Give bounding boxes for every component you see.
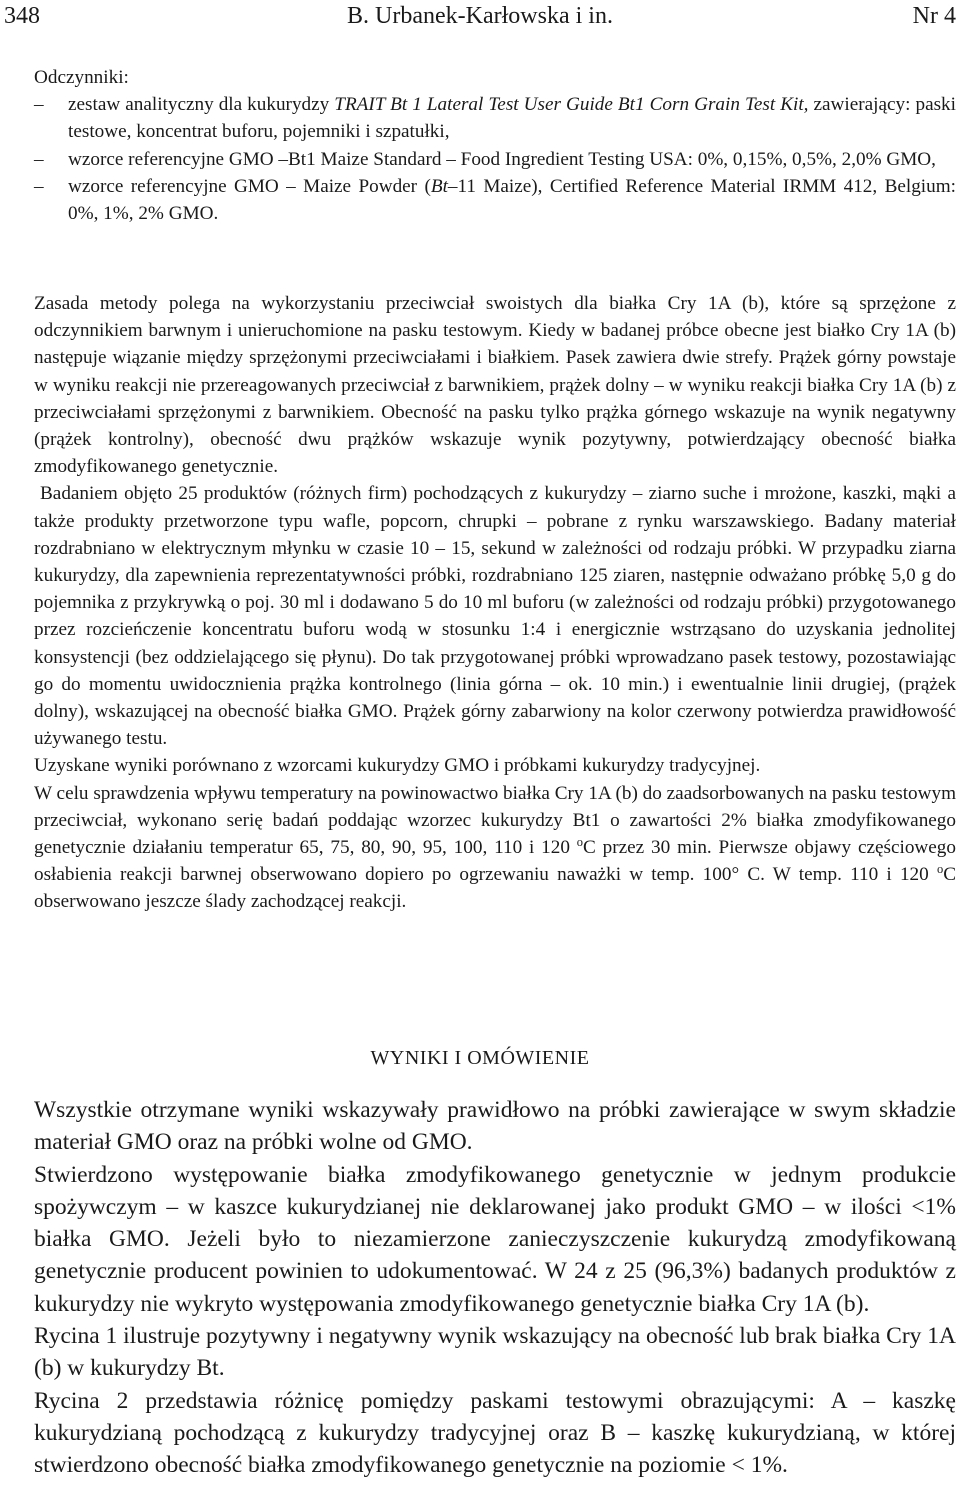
reagent-item	[34, 91, 956, 145]
results-heading: WYNIKI I OMÓWIENIE	[370, 1047, 590, 1069]
method-paragraph-principle: Zasada metody polega na wykorzystaniu przeciwciał swoistych dla białka Cry 1A (b), które są sprzężone z odczynnikiem barwnym i unieruchomione na pasku testowym. Kiedy w badanej próbce obecne jest białko Cry 1A (b) następuje wiązanie między sprzężonymi przeciwciałami i białkiem. Pasek zawiera dwie strefy. Prążek górny powstaje w wyniku reakcji nie przereagowanych przeciwciał z barwnikiem, prążek dolny – w wyniku reakcji białka Cry 1A (b) z przeciwciałami sprzężonymi z barwnikiem. Obecność na pasku tylko prążka górnego wskazuje na wynik negatywny (prążek kontrolny), obecność dwu prążków wskazuje wynik pozytywny, potwierdzający obecność białka zmodyfikowanego genetycznie.	[34, 293, 956, 478]
list-dash: –	[34, 94, 44, 116]
issue-number: Nr 4	[912, 3, 956, 29]
page-number: 348	[4, 3, 40, 29]
reagent-text-tail: zawierający: paski testowe, koncentrat buforu, pojemniki i szpatułki,	[68, 94, 956, 143]
method-paragraph-comparison: Uzyskane wyniki porównano z wzorcami kukurydzy GMO i próbkami kukurydzy tradycyjnej.	[34, 755, 761, 777]
reagents-section	[34, 64, 956, 227]
temperature-text-b: C przez 30 min. Pierwsze objawy częściowego osłabienia reakcji barwnej obserwowano dopiero po ogrzewaniu naważki w temp. 100° C. W temp. 110 i 120	[34, 837, 956, 886]
reagent-text-tail: –11 Maize), Certified Reference Material IRMM 412, Belgium: 0%, 1%, 2% GMO.	[68, 175, 956, 225]
reagent-italic: Bt	[430, 175, 448, 197]
list-dash: –	[34, 148, 44, 170]
reagent-italic: TRAIT Bt 1 Lateral Test User Guide Bt1 Corn Grain Test Kit,	[334, 94, 809, 116]
results-paragraph: Rycina 2 przedstawia różnicę pomiędzy paskami testowymi obrazującymi: A – kaszkę kukurydzianą pochodzącą z kukurydzy tradycyjnej oraz B – kaszkę kukurydzianą, w której stwierdzono obecność białka zmodyfikowanego genetycznie na poziomie < 1%.	[34, 1387, 956, 1479]
method-section	[34, 290, 956, 916]
reagents-list	[34, 91, 956, 227]
results-paragraph: Rycina 1 ilustruje pozytywny i negatywny wynik wskazujący na obecność lub brak białka Cry 1A (b) w kukurydzy Bt.	[34, 1323, 956, 1382]
list-dash: –	[34, 175, 44, 197]
reagent-item	[34, 173, 956, 227]
reagent-text: wzorce referencyjne GMO –Bt1 Maize Standard – Food Ingredient Testing USA: 0%, 0,15%, 0,5%, 2,0% GMO,	[68, 148, 936, 170]
results-section	[34, 1094, 956, 1482]
reagent-text: wzorce referencyjne GMO – Maize Powder (	[68, 175, 431, 197]
temperature-text-c: C obserwowano jeszcze ślady zachodzącej reakcji.	[34, 864, 956, 913]
reagents-title: Odczynniki:	[34, 67, 129, 88]
method-paragraph-samples: Badaniem objęto 25 produktów (różnych firm) pochodzących z kukurydzy – ziarno suche i mrożone, kaszki, mąki a także produkty przetworzone typu wafle, popcorn, chrupki – pobrane z rynku warszawskiego. Badany materiał rozdrabniano w elektrycznym młynku w czasie 10 – 15, sekund w zależności od rodzaju próbki. W przypadku ziarna kukurydzy, dla zapewnienia reprezentatywności próbki, rozdrabniano 125 ziaren, następnie odważano próbkę 5,0 g do pojemnika z przykrywką o poj. 30 ml i dodawano 5 do 10 ml buforu (w zależności od rodzaju próbki) przygotowanego przez rozcieńczenie koncentratu buforu wodą w stosunku 1:4 i energicznie wstrząsano do uzyskania jednolitej konsystencji (bez oddzielającego się płynu). Do tak przygotowanej próbki wprowadzano pasek testowy, pozostawiając go do momentu uwidocznienia prążka kontrolnego (linia górna – ok. 10 min.) i ewentualnie linii drugiej, (prążek dolny), wskazującej na obecność białka GMO. Prążek górny zabarwiony na kolor czerwony potwierdza prawidłowość używanego testu.	[34, 483, 956, 750]
results-paragraph: Stwierdzono występowanie białka zmodyfikowanego genetycznie w jednym produkcie spożywczym – w kaszce kukurydzianej nie deklarowanej jako produkt GMO – w ilości <1% białka GMO. Jeżeli było to niezamierzone zanieczyszczenie kukurydzą zmodyfikowaną genetycznie producent powinien to udokumentować. W 24 z 25 (96,3%) badanych produktów z kukurydzy nie wykryto występowania zmodyfikowanego genetycznie białka Cry 1A (b).	[34, 1161, 956, 1317]
running-header	[0, 0, 960, 40]
running-authors: B. Urbanek-Karłowska i in.	[347, 3, 613, 29]
reagent-text: zestaw analityczny dla kukurydzy	[68, 94, 335, 116]
reagent-item	[34, 146, 956, 173]
degree-sup: o	[576, 835, 584, 850]
method-paragraph-temperature	[34, 780, 956, 916]
degree-sup: o	[936, 862, 944, 877]
temperature-text-a: W celu sprawdzenia wpływu temperatury na powinowactwo białka Cry 1A (b) do zaadsorbowanych na pasku testowym przeciwciał, wykonano serię badań poddając wzorzec kukurydzy Bt1 o zawartości 2% białka zmodyfikowanego genetycznie działaniu temperatur 65, 75, 80, 90, 95, 100, 110 i 120	[34, 782, 956, 859]
results-paragraph: Wszystkie otrzymane wyniki wskazywały prawidłowo na próbki zawierające w swym składzie materiał GMO oraz na próbki wolne od GMO.	[34, 1097, 956, 1156]
